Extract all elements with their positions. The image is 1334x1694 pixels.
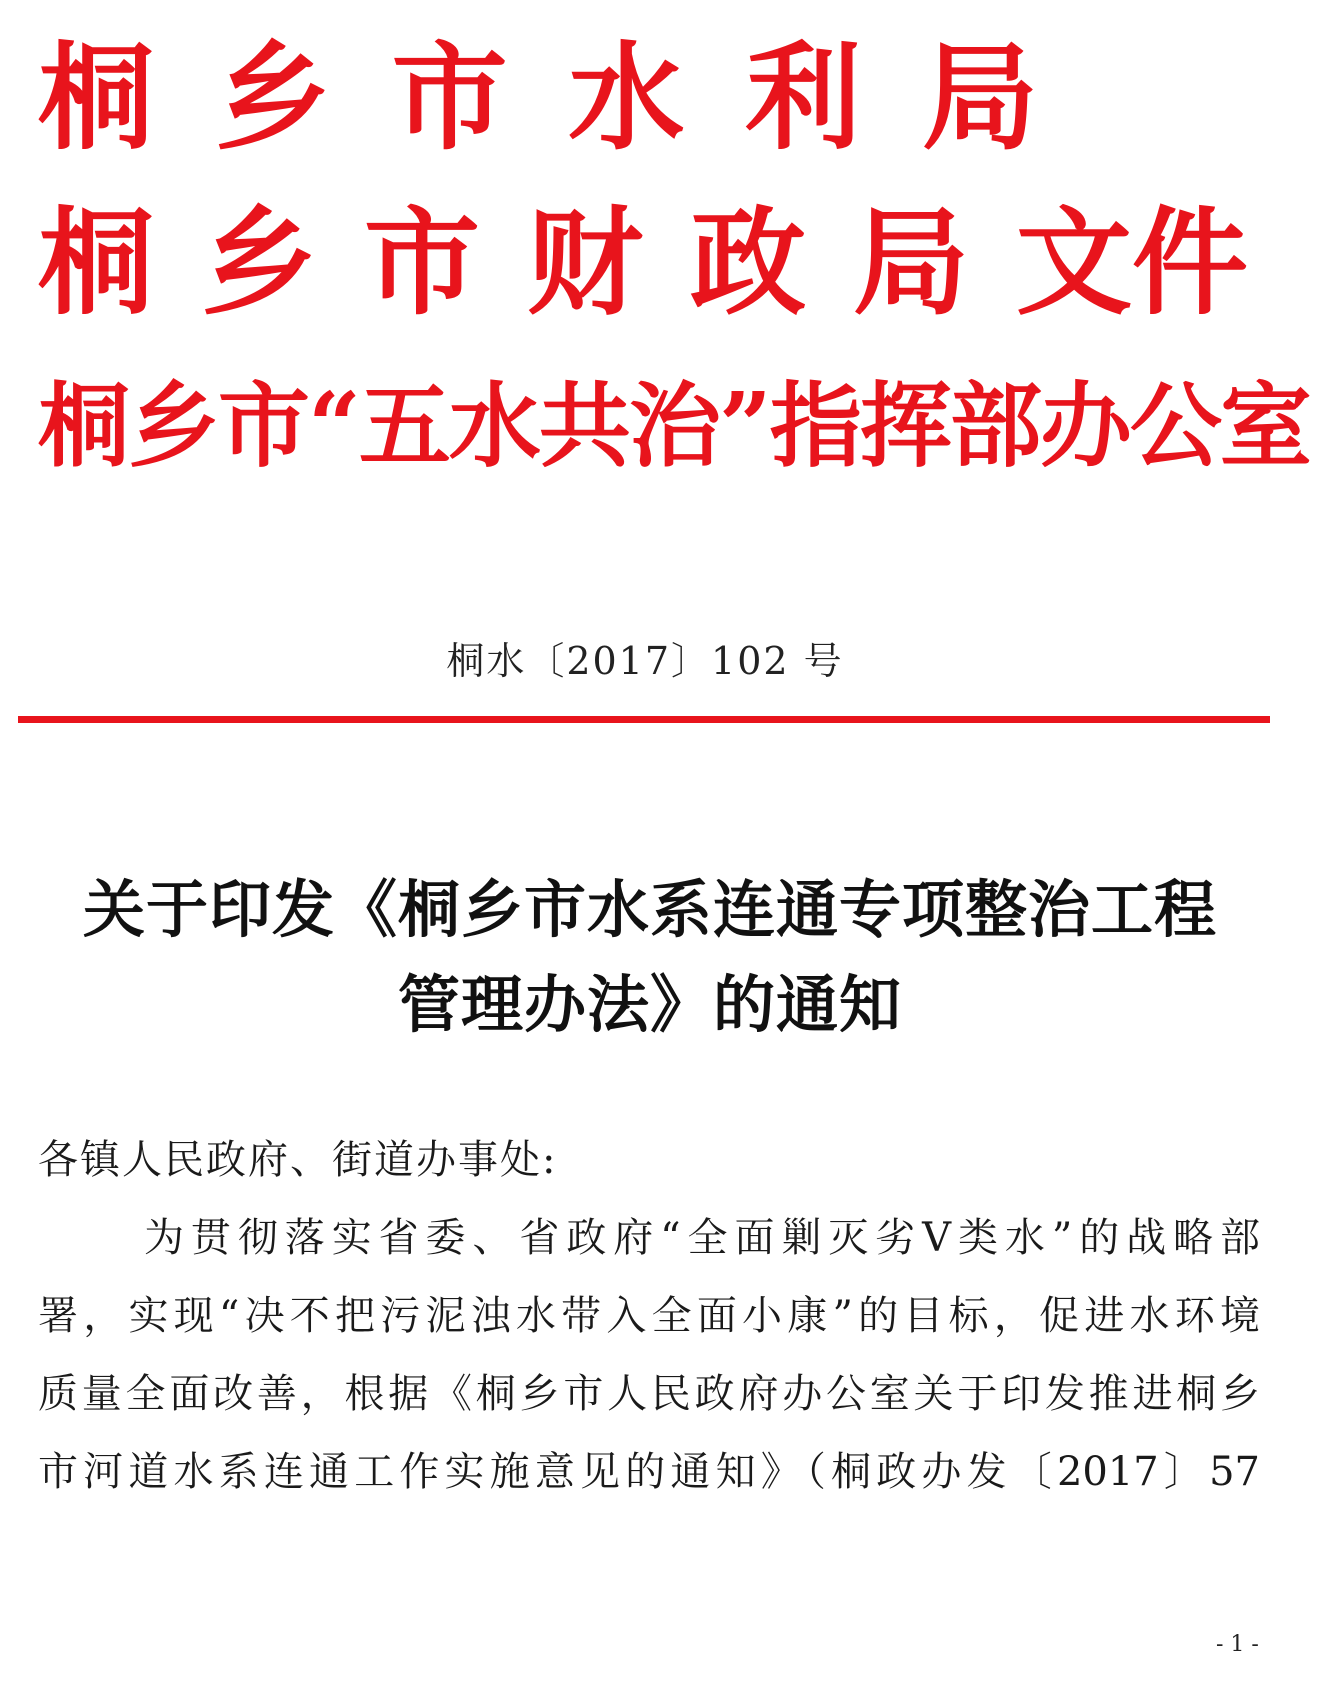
issuer-char: 市 — [391, 30, 508, 166]
issuer-char: 财 — [527, 195, 643, 331]
issuer-char: 桐 — [38, 195, 154, 331]
issuer-char: 局 — [921, 30, 1038, 166]
issuer-line-water-bureau — [38, 30, 1038, 166]
issuer-line-finance-bureau — [38, 195, 1248, 331]
page-number: - 1 - — [1216, 1632, 1259, 1657]
document-number: 桐水〔2017〕102 号 — [446, 639, 844, 683]
issuer-char: 利 — [745, 30, 862, 166]
issuer-suffix: 文件 — [1016, 195, 1248, 331]
issuer-char: 桐 — [38, 30, 154, 166]
issuer-char: 局 — [853, 195, 969, 331]
issuer-char: 乡 — [214, 30, 331, 166]
document-title-line-1: 关于印发《桐乡市水系连通专项整治工程 — [82, 873, 1217, 946]
red-separator-line — [18, 716, 1270, 723]
document-title-line-2: 管理办法》的通知 — [397, 968, 902, 1041]
body-line: 为贯彻落实省委、省政府“全面剿灭劣Ⅴ类水”的战略部 — [144, 1215, 1260, 1261]
salutation: 各镇人民政府、街道办事处: — [38, 1137, 558, 1183]
body-line: 市河道水系连通工作实施意见的通知》（桐政办发〔2017〕57 — [38, 1449, 1260, 1495]
issuer-line-command-office: 桐乡市“五水共治”指挥部办公室 — [38, 372, 1310, 480]
issuer-char: 市 — [364, 195, 480, 331]
issuer-char: 政 — [690, 195, 806, 331]
body-line: 质量全面改善，根据《桐乡市人民政府办公室关于印发推进桐乡 — [38, 1371, 1260, 1417]
issuer-char: 水 — [568, 30, 685, 166]
issuer-char: 乡 — [201, 195, 317, 331]
body-line: 署，实现“决不把污泥浊水带入全面小康”的目标，促进水环境 — [38, 1293, 1260, 1339]
